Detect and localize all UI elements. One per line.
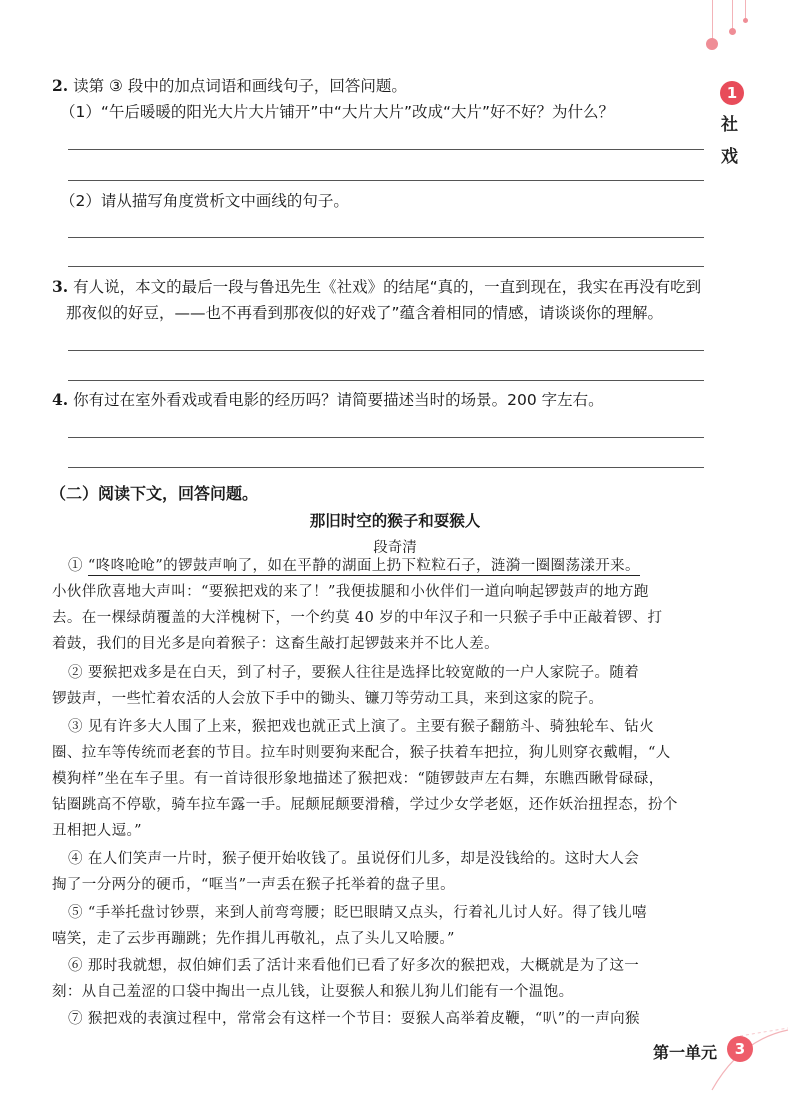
decor-dot	[743, 18, 748, 23]
article-title: 那旧时空的猴子和耍猴人	[309, 512, 481, 530]
answer-line[interactable]	[68, 237, 704, 238]
article-line: ④ 在人们笑声一片时，猴子便开始收钱了。虽说伢们儿多，却是没钱给的。这时大人会	[68, 851, 640, 867]
paragraph-1-number: ①	[68, 558, 83, 574]
question-4-label: 4.	[52, 390, 69, 409]
decor-dot	[706, 38, 718, 50]
article-line: ⑥ 那时我就想，叔伯婶们丢了活计来看他们已看了好多次的猴把戏，大概就是为了这一	[68, 958, 640, 974]
article-line: 小伙伴欣喜地大声叫：“要猴把戏的来了！”我便拔腿和小伙伴们一道向响起锣鼓声的地方跑	[52, 584, 649, 600]
article-line: 嘻笑，走了云步再蹦跳；先作揖儿再敬礼，点了头儿又哈腰。”	[52, 931, 455, 947]
section-heading: （二）阅读下文，回答问题。	[50, 484, 259, 503]
article-line: 钻圈跳高不停歇，骑车拉车露一手。屁颠屁颠要滑稽，学过少女学老妪，还作妖治扭捏态，扮个	[52, 797, 678, 813]
question-2-label: 2.	[52, 76, 69, 95]
question-4-text: 你有过在室外看戏或看电影的经历吗？请简要描述当时的场景。200 字左右。	[68, 391, 604, 409]
article-line: 去。在一棵绿荫覆盖的大洋槐树下，一个约莫 40 岁的中年汉子和一只猴子手中正敲着锣、打	[52, 610, 663, 626]
article-line: 圈、拉车等传统而老套的节目。拉车时则要狗来配合，猴子扶着车把拉，狗儿则穿衣戴帽，“人	[52, 745, 671, 761]
question-2-sub-2: （2）请从描写角度赏析文中画线的句子。	[60, 192, 349, 210]
question-2-text: 读第 ③ 段中的加点词语和画线句子，回答问题。	[68, 77, 407, 95]
article-line: 着鼓，我们的目光多是向着猴子：这畜生敲打起锣鼓来并不比人差。	[52, 636, 499, 652]
question-3	[52, 276, 701, 298]
answer-line[interactable]	[68, 266, 704, 267]
article-author: 段奇清	[373, 540, 417, 556]
unit-number-badge: 1	[720, 81, 744, 105]
footer-unit-label: 第一单元	[653, 1043, 718, 1062]
article-line: ② 要猴把戏多是在白天，到了村子，要猴人往往是选择比较宽敞的一户人家院子。随着	[68, 665, 640, 681]
question-2-sub-1: （1）“午后暖暖的阳光大片大片铺开”中“大片大片”改成“大片”好不好？为什么？	[60, 103, 615, 121]
article-line: ⑦ 猴把戏的表演过程中，常常会有这样一个节目：耍猴人高举着皮鞭，“叭”的一声向猴	[68, 1011, 640, 1027]
article-line: 掏了一分两分的硬币，“哐当”一声丢在猴子托举着的盘子里。	[52, 877, 456, 893]
answer-line[interactable]	[68, 467, 704, 468]
article-line: 锣鼓声，一些忙着农活的人会放下手中的锄头、镰刀等劳动工具，来到这家的院子。	[52, 691, 604, 707]
article-line: 刻：从自己羞涩的口袋中掏出一点儿钱，让耍猴人和猴儿狗儿们能有一个温饱。	[52, 984, 574, 1000]
answer-line[interactable]	[68, 180, 704, 181]
page-number: 3	[727, 1036, 753, 1062]
question-4	[52, 389, 604, 411]
question-3-line-1: 有人说，本文的最后一段与鲁迅先生《社戏》的结尾“真的，一直到现在，我实在再没有吃到	[68, 278, 702, 296]
article-line: ⑤ “手举托盘讨钞票，来到人前弯弯腰；眨巴眼睛又点头，行着礼儿讨人好。得了钱儿嘻	[68, 905, 648, 921]
decor-line	[712, 0, 713, 42]
article-line: 模狗样”坐在车子里。有一首诗很形象地描述了猴把戏：“随锣鼓声左右舞，东瞧西瞅骨碌碌，	[52, 771, 664, 787]
decor-line	[745, 0, 746, 20]
underlined-sentence: “咚咚呛呛”的锣鼓声响了，如在平静的湖面上扔下粒粒石子，涟漪一圈圈荡漾开来。	[87, 558, 640, 574]
question-3-label: 3.	[52, 277, 69, 296]
answer-line[interactable]	[68, 149, 704, 150]
article-line	[68, 553, 728, 579]
article-line: ③ 见有许多大人围了上来，猴把戏也就正式上演了。主要有猴子翻筋斗、骑独轮车、钻火	[68, 719, 655, 735]
answer-line[interactable]	[68, 380, 704, 381]
decor-dot	[729, 28, 736, 35]
answer-line[interactable]	[68, 350, 704, 351]
sidebar-title-char-1: 社	[721, 115, 738, 135]
decor-line	[732, 0, 733, 30]
question-3-line-2: 那夜似的好豆，——也不再看到那夜似的好戏了”蕴含着相同的情感，请谈谈你的理解。	[66, 304, 664, 322]
article-line: 丑相把人逗。”	[52, 823, 142, 839]
question-2	[52, 75, 407, 97]
sidebar-title-char-2: 戏	[721, 147, 738, 167]
answer-line[interactable]	[68, 437, 704, 438]
